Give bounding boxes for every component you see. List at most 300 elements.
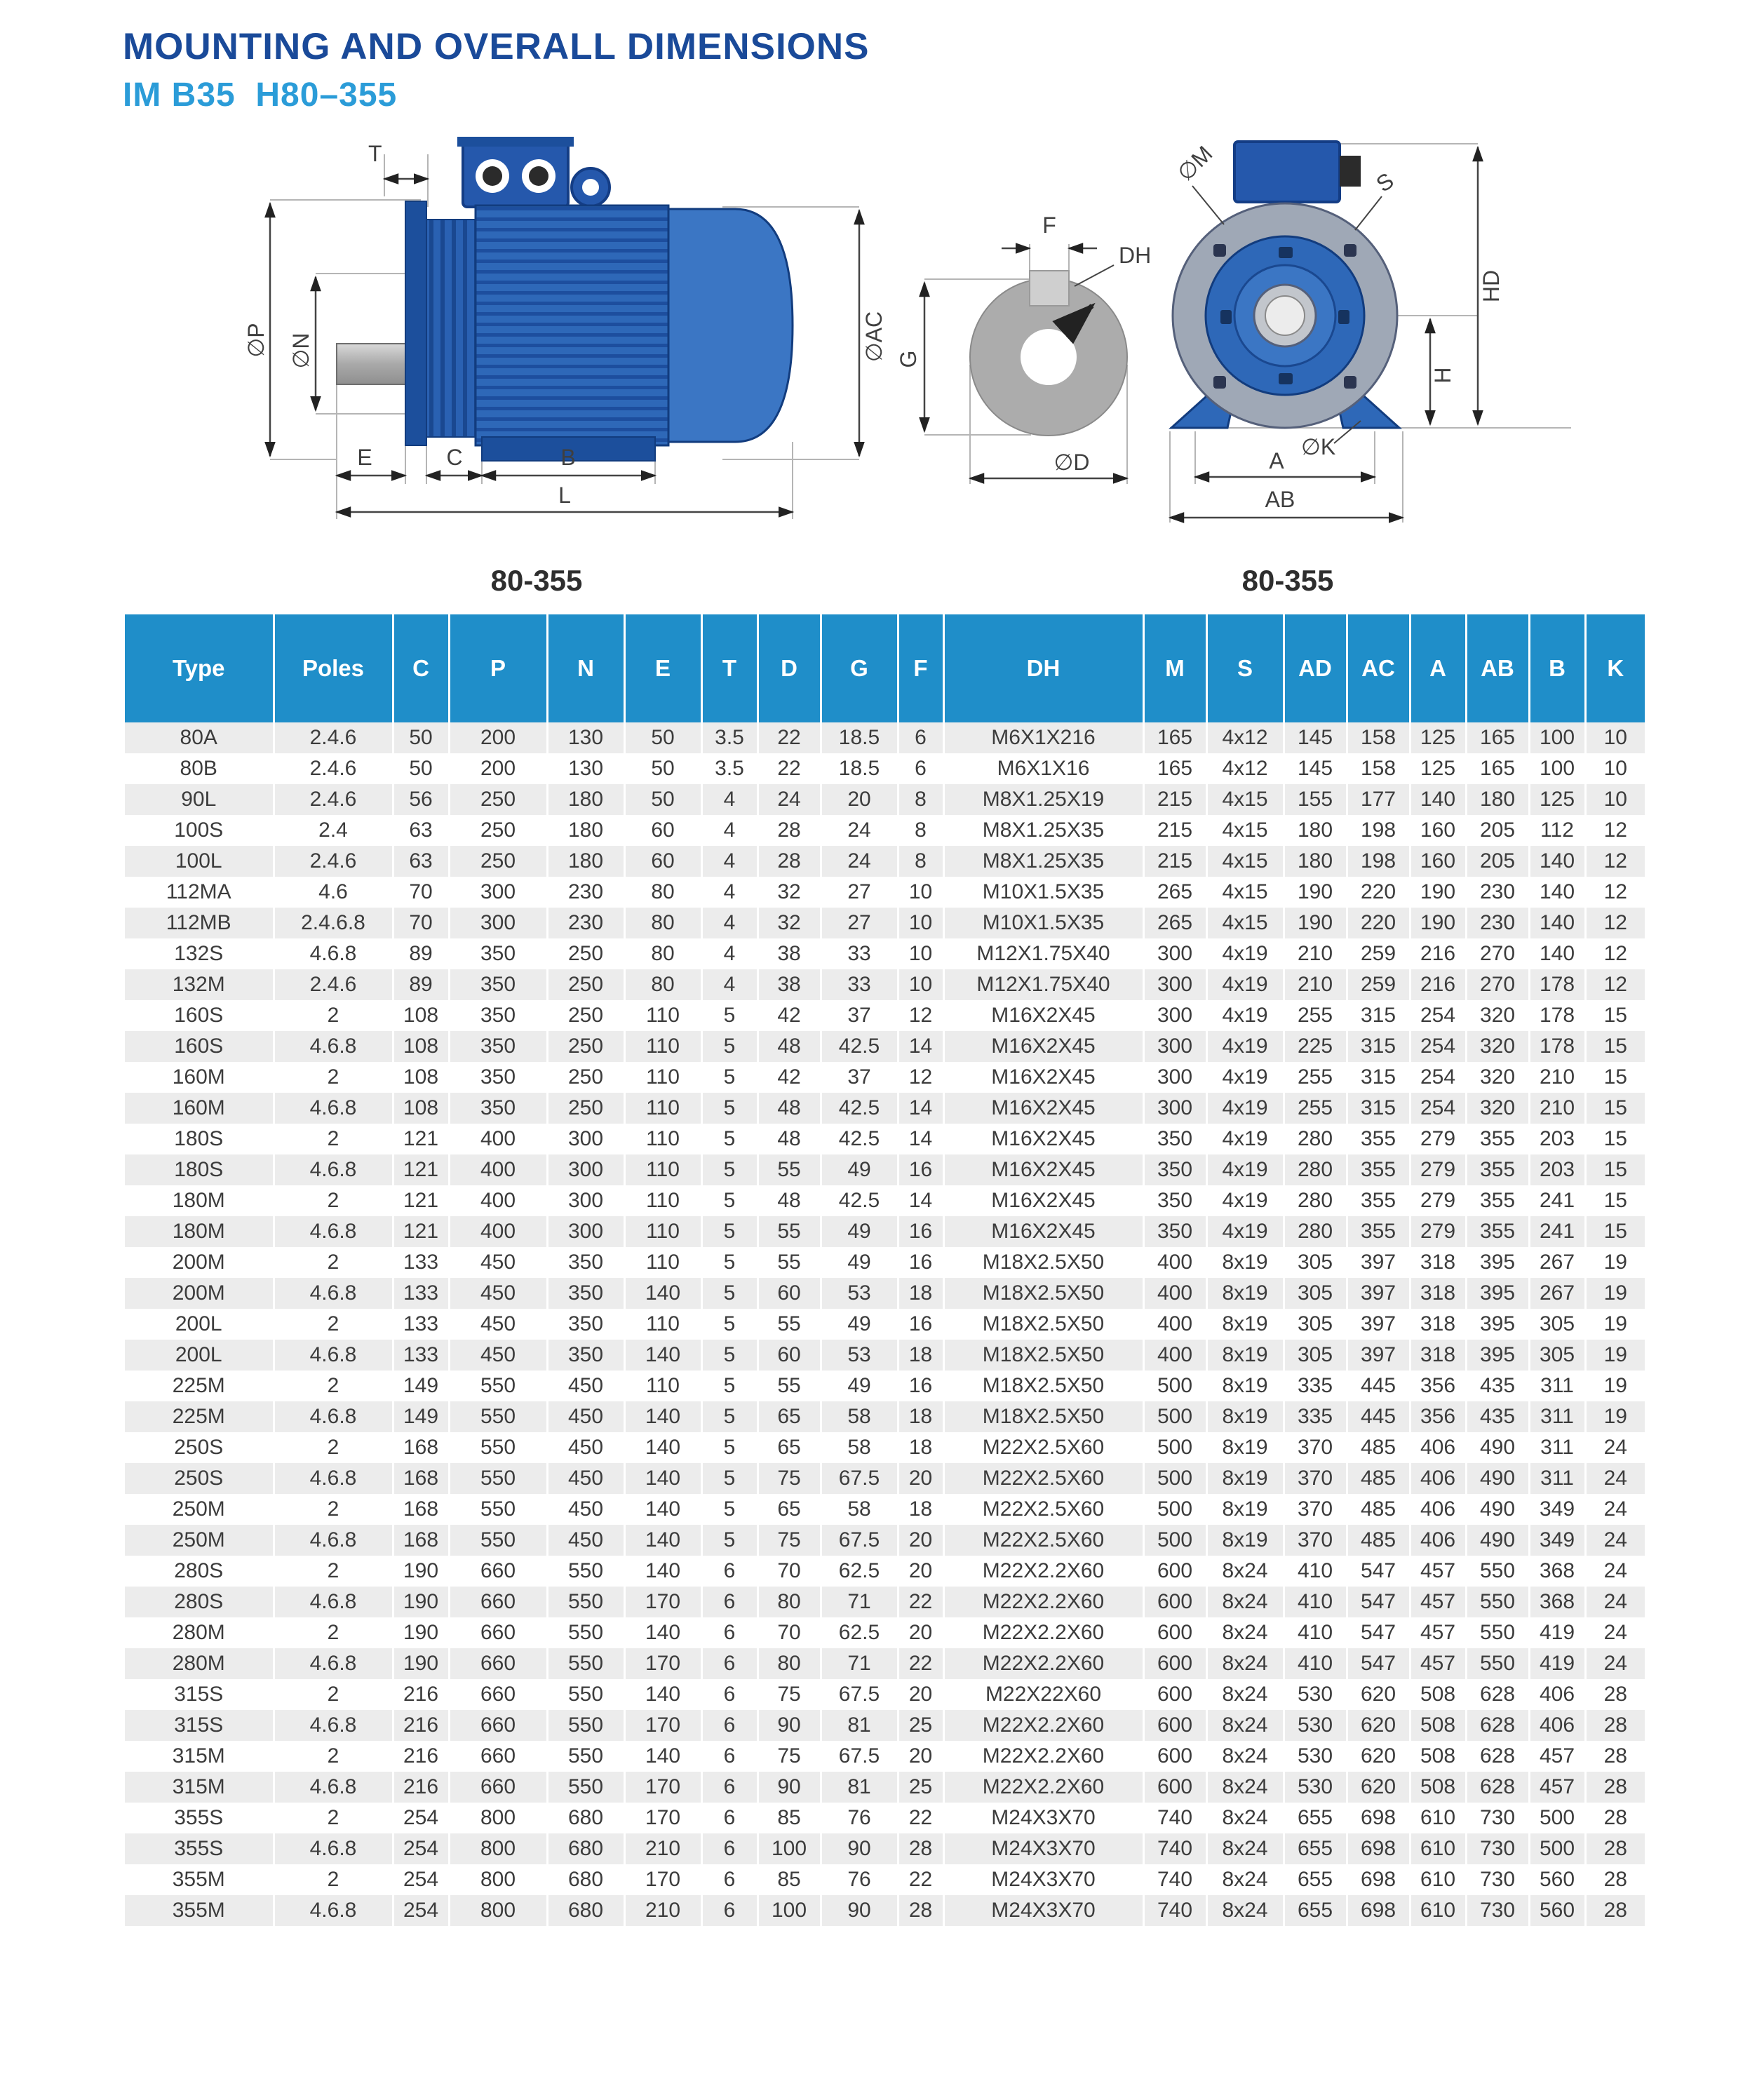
cell-m: 600 [1143,1679,1206,1710]
cell-n: 350 [547,1340,624,1371]
cell-s: 8x24 [1206,1587,1284,1617]
cell-dh: M22X2.5X60 [943,1525,1143,1556]
cell-ab: 730 [1466,1895,1529,1926]
cell-e: 210 [624,1895,701,1926]
cell-dh: M18X2.5X50 [943,1401,1143,1432]
cell-type: 280M [125,1648,274,1679]
cell-g: 27 [821,908,898,938]
cell-poles: 2 [274,1741,393,1772]
cell-a: 356 [1410,1371,1466,1401]
cell-ab: 628 [1466,1772,1529,1803]
cell-c: 190 [393,1556,449,1587]
cell-c: 133 [393,1340,449,1371]
side-view-caption: 80-355 [490,564,583,597]
cell-type: 225M [125,1401,274,1432]
cell-e: 80 [624,938,701,969]
cell-f: 12 [898,1062,943,1093]
cell-d: 38 [758,969,821,1000]
cell-n: 250 [547,1093,624,1124]
cell-ab: 320 [1466,1031,1529,1062]
cell-d: 55 [758,1154,821,1185]
cell-p: 660 [449,1710,547,1741]
cell-c: 168 [393,1494,449,1525]
cell-poles: 4.6.8 [274,1525,393,1556]
table-row [125,1556,1645,1587]
cell-k: 28 [1585,1741,1645,1772]
cell-ab: 230 [1466,877,1529,908]
cell-d: 48 [758,1124,821,1154]
cell-n: 250 [547,1031,624,1062]
column-header-ac: AC [1347,614,1410,722]
table-row [125,815,1645,846]
finned-frame [476,206,668,445]
cell-t: 5 [701,1154,758,1185]
cell-n: 180 [547,815,624,846]
cell-p: 400 [449,1154,547,1185]
cell-k: 28 [1585,1833,1645,1864]
cell-type: 200L [175,1312,222,1335]
dim-label-M: ∅M [1172,140,1218,186]
dim-label-DH: DH [1119,243,1152,268]
cell-ad: 370 [1284,1525,1347,1556]
cell-ab: 355 [1466,1216,1529,1247]
cell-ad: 145 [1284,722,1347,753]
cell-ac: 485 [1347,1494,1410,1525]
cell-ad: 305 [1284,1278,1347,1309]
cell-d: 75 [758,1679,821,1710]
column-header-ab: AB [1466,614,1529,722]
cell-c: 121 [393,1185,449,1216]
cell-ac: 259 [1347,938,1410,969]
cell-s: 4x12 [1206,722,1284,753]
cell-s: 8x24 [1206,1833,1284,1864]
cell-dh: M16X2X45 [943,1000,1143,1031]
cell-ad: 530 [1284,1710,1347,1741]
cell-g: 71 [821,1587,898,1617]
cell-a: 406 [1410,1463,1466,1494]
cell-type: 200M [125,1278,274,1309]
cell-t: 6 [701,1648,758,1679]
cell-ac: 547 [1347,1556,1410,1587]
cell-b: 178 [1529,969,1585,1000]
table-header-row [125,614,1645,722]
cell-m: 165 [1143,722,1206,753]
column-header-c: C [393,614,449,722]
cell-ad: 655 [1284,1895,1347,1926]
cell-d: 55 [758,1216,821,1247]
cell-e: 60 [624,815,701,846]
cell-type: 250M [125,1525,274,1556]
cell-n: 680 [547,1895,624,1926]
cell-a: 610 [1410,1895,1466,1926]
cell-ac: 397 [1347,1309,1410,1340]
dim-label-F: F [1042,213,1056,238]
cell-type: 100S [174,819,224,842]
cell-s: 4x19 [1206,1062,1284,1093]
cell-e: 210 [624,1833,701,1864]
cell-ac: 355 [1347,1154,1410,1185]
cell-m: 265 [1143,877,1206,908]
cell-a: 406 [1410,1525,1466,1556]
cell-dh: M18X2.5X50 [943,1278,1143,1309]
cell-k: 28 [1585,1864,1645,1895]
cell-a: 216 [1410,938,1466,969]
cell-a: 190 [1410,877,1466,908]
cell-p: 450 [449,1309,547,1340]
cell-t: 5 [701,1247,758,1278]
cell-ab: 165 [1466,753,1529,784]
table-row [125,846,1645,877]
cell-m: 500 [1143,1401,1206,1432]
dimensions-table [125,614,1645,1926]
cell-p: 800 [449,1895,547,1926]
cell-ac: 698 [1347,1895,1410,1926]
cell-a: 140 [1410,784,1466,815]
cell-c: 216 [393,1710,449,1741]
cell-dh: M6X1X16 [943,753,1143,784]
cell-f: 16 [898,1371,943,1401]
cell-s: 8x24 [1206,1772,1284,1803]
cell-c: 108 [393,1062,449,1093]
cell-n: 300 [547,1124,624,1154]
cell-m: 500 [1143,1463,1206,1494]
cell-g: 42.5 [821,1124,898,1154]
cell-s: 4x15 [1206,846,1284,877]
cell-e: 170 [624,1864,701,1895]
cell-poles: 4.6.8 [274,1833,393,1864]
table-row [125,1772,1645,1803]
cell-ac: 620 [1347,1772,1410,1803]
cell-type: 80A [125,722,274,753]
cell-n: 300 [547,1185,624,1216]
cell-type: 280S [125,1587,274,1617]
cell-b: 140 [1529,877,1585,908]
cell-f: 28 [898,1895,943,1926]
cell-poles: 4.6.8 [274,938,393,969]
cell-ab: 355 [1466,1124,1529,1154]
cell-ab: 730 [1466,1833,1529,1864]
cell-b: 203 [1529,1154,1585,1185]
cell-m: 400 [1143,1340,1206,1371]
cell-f: 8 [898,784,943,815]
cable-gland-left-hole [483,166,502,186]
cell-p: 660 [449,1556,547,1587]
table-row [125,1401,1645,1432]
cell-n: 180 [547,846,624,877]
cell-c: 254 [393,1895,449,1926]
cell-m: 600 [1143,1617,1206,1648]
cell-ab: 435 [1466,1401,1529,1432]
cell-e: 140 [624,1432,701,1463]
table-row [125,1895,1645,1926]
cell-ab: 395 [1466,1309,1529,1340]
table-row [125,1093,1645,1124]
cell-poles: 4.6.8 [274,1772,393,1803]
cell-t: 6 [701,1587,758,1617]
cell-f: 6 [898,722,943,753]
cell-c: 108 [393,1093,449,1124]
cell-b: 140 [1529,938,1585,969]
cell-t: 4 [701,846,758,877]
column-header-g: G [821,614,898,722]
cell-m: 350 [1143,1124,1206,1154]
shaft-section [970,271,1127,436]
cell-poles: 4.6.8 [274,1093,393,1124]
cell-g: 49 [821,1309,898,1340]
cell-a: 457 [1410,1556,1466,1587]
cell-a: 356 [1410,1401,1466,1432]
cell-ac: 198 [1347,815,1410,846]
cell-p: 550 [449,1401,547,1432]
cell-c: 149 [393,1371,449,1401]
cell-t: 4 [701,784,758,815]
dim-label-A: A [1269,448,1284,473]
cell-s: 4x19 [1206,1124,1284,1154]
cell-n: 350 [547,1309,624,1340]
cell-dh: M16X2X45 [943,1185,1143,1216]
cell-n: 450 [547,1463,624,1494]
table-row [125,1617,1645,1648]
cell-k: 24 [1585,1648,1645,1679]
table-row [125,1587,1645,1617]
cell-n: 550 [547,1679,624,1710]
cell-t: 4 [701,877,758,908]
cell-k: 19 [1585,1371,1645,1401]
cell-a: 254 [1410,1000,1466,1031]
cell-g: 24 [821,846,898,877]
cell-a: 457 [1410,1587,1466,1617]
cell-s: 4x19 [1206,1093,1284,1124]
table-row [125,1185,1645,1216]
terminal-box-front [1234,142,1340,202]
cell-s: 8x24 [1206,1648,1284,1679]
dim-label-N: ∅N [288,332,314,369]
cell-e: 170 [624,1710,701,1741]
cell-ac: 315 [1347,1000,1410,1031]
cell-m: 265 [1143,908,1206,938]
cell-c: 216 [393,1741,449,1772]
cell-c: 216 [393,1679,449,1710]
cell-ab: 355 [1466,1185,1529,1216]
cell-ab: 550 [1466,1648,1529,1679]
cell-t: 5 [701,1216,758,1247]
cell-poles: 2 [274,1556,393,1587]
cell-ad: 305 [1284,1340,1347,1371]
table-row [125,1000,1645,1031]
cell-t: 5 [701,1463,758,1494]
cell-p: 250 [449,784,547,815]
cell-b: 140 [1529,846,1585,877]
cell-n: 250 [547,1062,624,1093]
cell-n: 550 [547,1710,624,1741]
cell-dh: M22X2.2X60 [943,1772,1143,1803]
cell-f: 12 [898,1000,943,1031]
cell-b: 125 [1529,784,1585,815]
cell-t: 5 [701,1185,758,1216]
cell-a: 508 [1410,1710,1466,1741]
cell-t: 6 [701,1803,758,1833]
cell-b: 100 [1529,753,1585,784]
cell-type: 132S [174,942,224,965]
cell-dh: M16X2X45 [943,1154,1143,1185]
cell-c: 121 [393,1124,449,1154]
cell-a: 279 [1410,1154,1466,1185]
cell-d: 55 [758,1309,821,1340]
shaft-end [1265,296,1305,335]
cell-k: 12 [1585,815,1645,846]
dim-label-B: B [560,445,576,470]
cell-f: 20 [898,1556,943,1587]
cell-k: 19 [1585,1340,1645,1371]
cell-d: 42 [758,1062,821,1093]
cell-g: 53 [821,1340,898,1371]
cell-e: 50 [624,753,701,784]
cell-f: 6 [898,753,943,784]
cell-ac: 315 [1347,1062,1410,1093]
cell-t: 5 [701,1494,758,1525]
cell-ad: 155 [1284,784,1347,815]
cell-g: 76 [821,1864,898,1895]
cell-e: 110 [624,1062,701,1093]
cell-c: 50 [393,722,449,753]
cell-m: 300 [1143,1062,1206,1093]
cell-d: 48 [758,1093,821,1124]
cell-type: 355M [172,1868,225,1891]
cell-d: 48 [758,1185,821,1216]
cell-b: 311 [1529,1371,1585,1401]
cell-ad: 280 [1284,1216,1347,1247]
cell-c: 149 [393,1401,449,1432]
cell-ac: 220 [1347,877,1410,908]
cell-p: 350 [449,1093,547,1124]
cell-a: 508 [1410,1741,1466,1772]
cell-poles: 2 [274,1432,393,1463]
cell-ad: 210 [1284,938,1347,969]
cell-b: 210 [1529,1093,1585,1124]
cell-f: 20 [898,1617,943,1648]
cell-ac: 547 [1347,1587,1410,1617]
cell-t: 5 [701,1062,758,1093]
side-view-drawing [231,116,898,579]
cell-s: 8x24 [1206,1710,1284,1741]
cell-b: 311 [1529,1432,1585,1463]
cell-c: 133 [393,1278,449,1309]
cell-poles: 4.6.8 [274,1216,393,1247]
cell-c: 108 [393,1000,449,1031]
cell-m: 215 [1143,846,1206,877]
cell-type: 100L [125,846,274,877]
cell-e: 140 [624,1463,701,1494]
cell-e: 170 [624,1803,701,1833]
column-header-type: Type [125,614,274,722]
cell-e: 80 [624,877,701,908]
cell-b: 419 [1529,1648,1585,1679]
cell-e: 110 [624,1031,701,1062]
cell-f: 10 [898,938,943,969]
cell-type: 315S [174,1683,224,1706]
table-row [125,1525,1645,1556]
cell-m: 600 [1143,1648,1206,1679]
front-view-drawing [1150,112,1627,589]
cell-c: 254 [393,1803,449,1833]
cell-ad: 255 [1284,1062,1347,1093]
cell-b: 178 [1529,1000,1585,1031]
cell-t: 5 [701,1371,758,1401]
cell-ab: 395 [1466,1278,1529,1309]
cell-p: 660 [449,1772,547,1803]
cell-t: 6 [701,1833,758,1864]
cell-p: 450 [449,1278,547,1309]
cell-t: 5 [701,1432,758,1463]
cell-k: 12 [1585,877,1645,908]
cell-p: 550 [449,1525,547,1556]
cell-poles: 2 [274,1247,393,1278]
cell-poles: 4.6 [274,877,393,908]
cell-f: 14 [898,1124,943,1154]
cell-ac: 177 [1347,784,1410,815]
cell-n: 680 [547,1803,624,1833]
dim-label-HD: HD [1479,269,1504,303]
cell-dh: M18X2.5X50 [943,1247,1143,1278]
cell-k: 24 [1585,1463,1645,1494]
cell-e: 110 [624,1000,701,1031]
page-subtitle: IM B35 H80–355 [123,76,398,114]
cell-a: 318 [1410,1340,1466,1371]
cell-m: 500 [1143,1432,1206,1463]
shaft-bore [1021,329,1077,385]
cell-f: 28 [898,1833,943,1864]
cell-ad: 530 [1284,1679,1347,1710]
cell-type: 80B [180,757,217,780]
cell-n: 450 [547,1432,624,1463]
cell-p: 250 [449,815,547,846]
cell-n: 230 [547,877,624,908]
cell-p: 450 [449,1247,547,1278]
cell-p: 550 [449,1494,547,1525]
cell-n: 130 [547,722,624,753]
cell-b: 241 [1529,1216,1585,1247]
cell-b: 267 [1529,1278,1585,1309]
cell-type: 315M [172,1744,225,1767]
cell-g: 42.5 [821,1093,898,1124]
cell-a: 279 [1410,1216,1466,1247]
cell-k: 24 [1585,1494,1645,1525]
cell-s: 8x19 [1206,1340,1284,1371]
cell-p: 300 [449,908,547,938]
cell-poles: 2 [274,1617,393,1648]
cell-type: 180M [172,1189,225,1212]
cell-d: 32 [758,877,821,908]
cell-d: 85 [758,1803,821,1833]
table-row [125,784,1645,815]
cell-k: 19 [1585,1309,1645,1340]
cell-m: 600 [1143,1741,1206,1772]
cell-ad: 530 [1284,1741,1347,1772]
cell-ab: 550 [1466,1617,1529,1648]
cell-ac: 397 [1347,1340,1410,1371]
cell-dh: M12X1.75X40 [943,938,1143,969]
cell-d: 24 [758,784,821,815]
cell-t: 5 [701,1525,758,1556]
cell-poles: 2 [274,1803,393,1833]
cell-n: 450 [547,1494,624,1525]
cell-type: 355S [125,1833,274,1864]
cell-k: 15 [1585,1062,1645,1093]
table-row [125,1062,1645,1093]
cell-a: 254 [1410,1062,1466,1093]
cell-type: 112MA [166,880,231,903]
cell-g: 49 [821,1154,898,1185]
